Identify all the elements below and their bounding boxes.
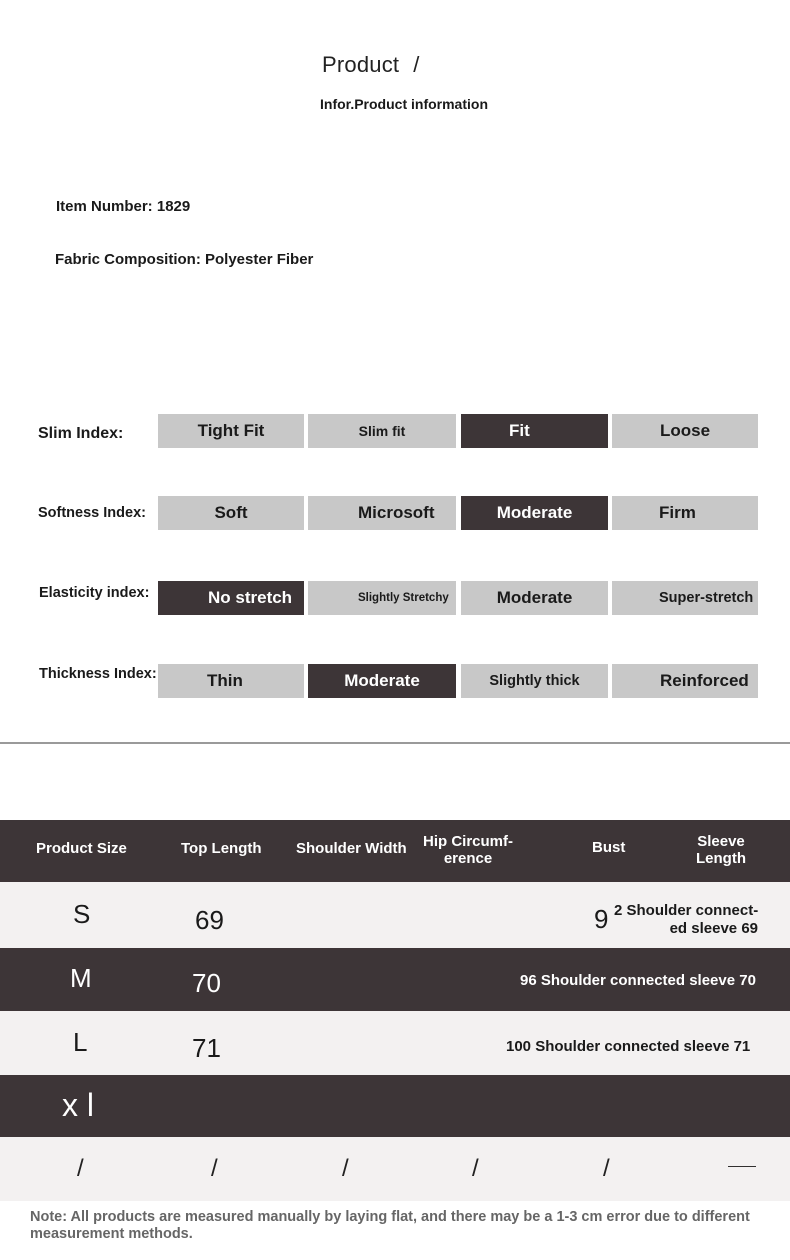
elasticity-option-no-stretch: No stretch xyxy=(158,581,304,615)
elasticity-option-super-stretch: Super-stretch xyxy=(612,581,758,615)
slim-index-label: Slim Index: xyxy=(38,425,124,442)
placeholder-cell: / xyxy=(472,1155,479,1182)
softness-option-microsoft: Microsoft xyxy=(308,496,456,530)
placeholder-cell: / xyxy=(211,1155,218,1182)
thickness-index-row xyxy=(0,664,790,698)
header-sleeve-line2: Length xyxy=(696,850,746,867)
table-row-xl xyxy=(0,1075,790,1137)
thickness-index-label: Thickness Index: xyxy=(39,666,157,682)
title-text: Product xyxy=(322,52,400,77)
item-number: Item Number: 1829 xyxy=(56,198,191,215)
softness-option-moderate: Moderate xyxy=(461,496,608,530)
slim-option-fit: Fit xyxy=(461,414,608,448)
softness-option-firm: Firm xyxy=(612,496,758,530)
elasticity-index-row xyxy=(0,581,790,615)
size-table-header xyxy=(0,820,790,882)
bust-line2: ed sleeve 69 xyxy=(669,920,758,937)
thickness-option-moderate: Moderate xyxy=(308,664,456,698)
bust-digit-cell: 9 xyxy=(594,904,609,934)
top-length-cell: 70 xyxy=(192,968,221,998)
softness-index-label: Softness Index: xyxy=(38,505,146,521)
header-hip-circumference xyxy=(420,833,516,867)
slim-option-tight-fit: Tight Fit xyxy=(158,414,304,448)
elasticity-index-label: Elasticity index: xyxy=(39,585,150,601)
softness-index-row xyxy=(0,496,790,530)
measurement-note: Note: All products are measured manually by laying flat, and there may be a 1-3 cm error due to different measurement methods. xyxy=(30,1209,750,1242)
top-length-cell: 71 xyxy=(192,1033,221,1063)
thickness-option-reinforced: Reinforced xyxy=(612,664,758,698)
slim-option-slim-fit: Slim fit xyxy=(308,414,456,448)
header-top-length: Top Length xyxy=(181,840,262,857)
softness-option-soft: Soft xyxy=(158,496,304,530)
section-divider xyxy=(0,742,790,744)
page-subtitle: Infor.Product information xyxy=(320,96,488,112)
size-cell: x l xyxy=(62,1087,94,1123)
size-cell: M xyxy=(70,963,92,993)
top-length-cell: 69 xyxy=(195,905,224,935)
placeholder-cell: / xyxy=(603,1155,610,1182)
elasticity-option-moderate: Moderate xyxy=(461,581,608,615)
page-title xyxy=(322,52,420,78)
bust-cell: 96 Shoulder connected sleeve 70 xyxy=(520,972,756,989)
table-row-m xyxy=(0,948,790,1011)
slim-index-row xyxy=(0,414,790,448)
bust-cell xyxy=(614,902,758,938)
table-row-s xyxy=(0,882,790,948)
title-slash: / xyxy=(413,52,420,77)
header-product-size: Product Size xyxy=(36,840,127,857)
header-shoulder-width: Shoulder Width xyxy=(296,840,407,857)
table-row-l xyxy=(0,1011,790,1075)
placeholder-cell: —— xyxy=(728,1157,756,1173)
bust-cell: 100 Shoulder connected sleeve 71 xyxy=(506,1038,751,1055)
table-row-placeholder xyxy=(0,1137,790,1201)
thickness-option-slightly-thick: Slightly thick xyxy=(461,664,608,698)
fabric-composition: Fabric Composition: Polyester Fiber xyxy=(55,251,314,268)
size-cell: L xyxy=(73,1027,88,1057)
slim-option-loose: Loose xyxy=(612,414,758,448)
header-hip-line1: Hip Circumf- xyxy=(423,833,513,850)
bust-line1: 2 Shoulder connect- xyxy=(614,902,759,919)
header-sleeve-line1: Sleeve xyxy=(697,833,745,850)
thickness-option-thin: Thin xyxy=(158,664,304,698)
placeholder-cell: / xyxy=(77,1155,84,1182)
size-cell: S xyxy=(73,899,91,929)
header-hip-line2: erence xyxy=(443,850,493,867)
header-sleeve-length xyxy=(690,833,752,867)
placeholder-cell: / xyxy=(342,1155,349,1182)
header-bust: Bust xyxy=(592,839,626,856)
elasticity-option-slightly-stretchy: Slightly Stretchy xyxy=(308,581,456,615)
